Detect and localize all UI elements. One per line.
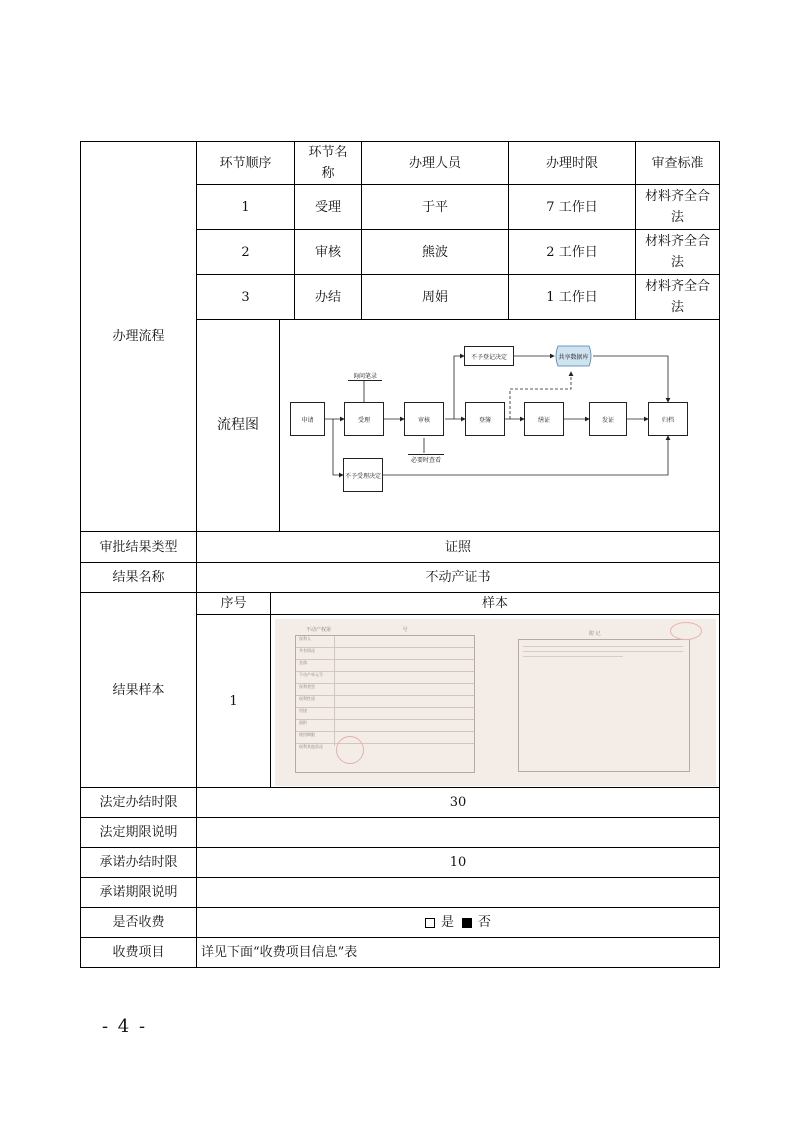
fee-no-label: 否 xyxy=(478,915,492,930)
certificate-sample-image xyxy=(275,619,716,786)
fee-items-label: 收费项目 xyxy=(112,945,165,960)
table-border-right xyxy=(719,141,720,968)
result-type-label: 审批结果类型 xyxy=(99,539,178,555)
certificate-note-line xyxy=(523,656,623,657)
table-row-2-limit: 2 工作日 xyxy=(546,244,598,260)
result-type-value: 证照 xyxy=(444,539,471,555)
promise-limit-value: 10 xyxy=(449,855,467,870)
sample-label: 结果样本 xyxy=(112,682,165,698)
certificate-row: 权利类型 xyxy=(296,684,474,696)
table-row-2-person: 熊波 xyxy=(421,244,448,260)
fee-label: 是否收费 xyxy=(112,915,165,930)
certificate-row: 权利其他状况 xyxy=(299,744,323,749)
row-divider xyxy=(196,614,720,615)
flowchart-label: 流程图 xyxy=(217,417,259,433)
result-name-value: 不动产证书 xyxy=(425,570,491,585)
standard-line1: 材料齐全合 xyxy=(644,279,710,294)
certificate-row: 不动产单元号 xyxy=(296,672,474,684)
flow-node-review: 审核 xyxy=(404,402,444,436)
certificate-row: 坐落 xyxy=(296,660,474,672)
certificate-note-line xyxy=(523,651,683,652)
certificate-title: 不动产权第 号 xyxy=(306,627,408,633)
result-name-label: 结果名称 xyxy=(112,570,165,585)
table-row-3-limit: 1 工作日 xyxy=(546,289,598,305)
header-person: 办理人员 xyxy=(408,155,461,171)
header-standard: 审查标准 xyxy=(651,155,704,171)
fee-items-value: 详见下面“收费项目信息”表 xyxy=(201,945,358,960)
flow-note-onsite: 必要时查看 xyxy=(408,454,444,464)
certificate-note-line xyxy=(523,646,683,647)
certificate-row: 共有情况 xyxy=(296,648,474,660)
certificate-right-title: 附 记 xyxy=(589,631,601,637)
legal-limit-value: 30 xyxy=(449,795,467,810)
certificate-row: 面积 xyxy=(296,720,474,732)
flow-node-no-accept: 不予受理决定 xyxy=(343,458,383,492)
col-divider xyxy=(270,592,271,787)
header-step-name xyxy=(295,142,361,184)
flow-node-register: 登簿 xyxy=(465,402,505,436)
table-row-3-order: 3 xyxy=(241,289,250,305)
flow-node-cert: 缮证 xyxy=(524,402,564,436)
certificate-seal xyxy=(336,736,364,764)
flow-node-accept: 受理 xyxy=(344,402,384,436)
table-row-1-limit: 7 工作日 xyxy=(546,199,598,215)
table-row-2-name: 审核 xyxy=(314,244,341,260)
sample-no: 1 xyxy=(229,693,238,709)
header-limit: 办理时限 xyxy=(545,155,598,171)
standard-line2: 法 xyxy=(670,210,684,225)
fee-no-checkbox[interactable] xyxy=(462,918,472,928)
header-step-name-line2: 称 xyxy=(321,166,335,181)
table-border-bottom xyxy=(80,967,720,968)
sample-header-no: 序号 xyxy=(220,596,247,611)
flow-note-inquiry: 询问笔录 xyxy=(348,371,382,381)
promise-note-label: 承诺期限说明 xyxy=(99,885,178,900)
certificate-row: 使用期限 xyxy=(296,732,474,744)
table-row-3-person: 周娟 xyxy=(421,289,448,305)
certificate-left-page xyxy=(295,627,475,773)
table-row-2-order: 2 xyxy=(241,244,250,260)
standard-line2: 法 xyxy=(670,300,684,315)
sample-header-sample: 样本 xyxy=(481,596,508,611)
flow-node-no-register: 不予登记决定 xyxy=(464,346,514,366)
flow-node-issue: 发证 xyxy=(589,402,627,436)
certificate-row: 权利人 xyxy=(296,636,474,648)
certificate-column-divider xyxy=(334,636,335,746)
certificate-row: 权利性质 xyxy=(296,696,474,708)
page-number: - 4 - xyxy=(102,1016,148,1037)
promise-note-value xyxy=(197,878,719,907)
table-row-3-standard xyxy=(636,275,719,319)
legal-note-value xyxy=(197,818,719,847)
fee-yes-checkbox[interactable] xyxy=(425,918,435,928)
table-row-1-order: 1 xyxy=(241,199,250,215)
flow-node-shared-db: 共享数据库 xyxy=(558,353,589,361)
table-row-3-name: 办结 xyxy=(314,289,341,305)
flow-node-archive: 归档 xyxy=(648,402,688,436)
header-step-name-line1: 环节名 xyxy=(308,145,348,160)
fee-options xyxy=(197,908,719,937)
header-order: 环节顺序 xyxy=(219,155,272,171)
table-row-1-person: 于平 xyxy=(421,199,448,215)
promise-limit-label: 承诺办结时限 xyxy=(99,855,178,870)
fee-yes-label: 是 xyxy=(440,915,454,930)
standard-line1: 材料齐全合 xyxy=(644,189,710,204)
process-label: 办理流程 xyxy=(112,329,165,344)
table-row-1-name: 受理 xyxy=(314,199,341,215)
legal-limit-label: 法定办结时限 xyxy=(99,795,178,810)
certificate-right-page xyxy=(518,631,690,772)
standard-line1: 材料齐全合 xyxy=(644,234,710,249)
legal-note-label: 法定期限说明 xyxy=(99,825,178,840)
certificate-stamp xyxy=(670,622,702,640)
table-row-2-standard xyxy=(636,230,719,274)
standard-line2: 法 xyxy=(670,255,684,270)
flow-node-apply: 申请 xyxy=(290,402,325,436)
table-row-1-standard xyxy=(636,185,719,229)
certificate-row: 用途 xyxy=(296,708,474,720)
certificate-rows xyxy=(296,636,474,755)
